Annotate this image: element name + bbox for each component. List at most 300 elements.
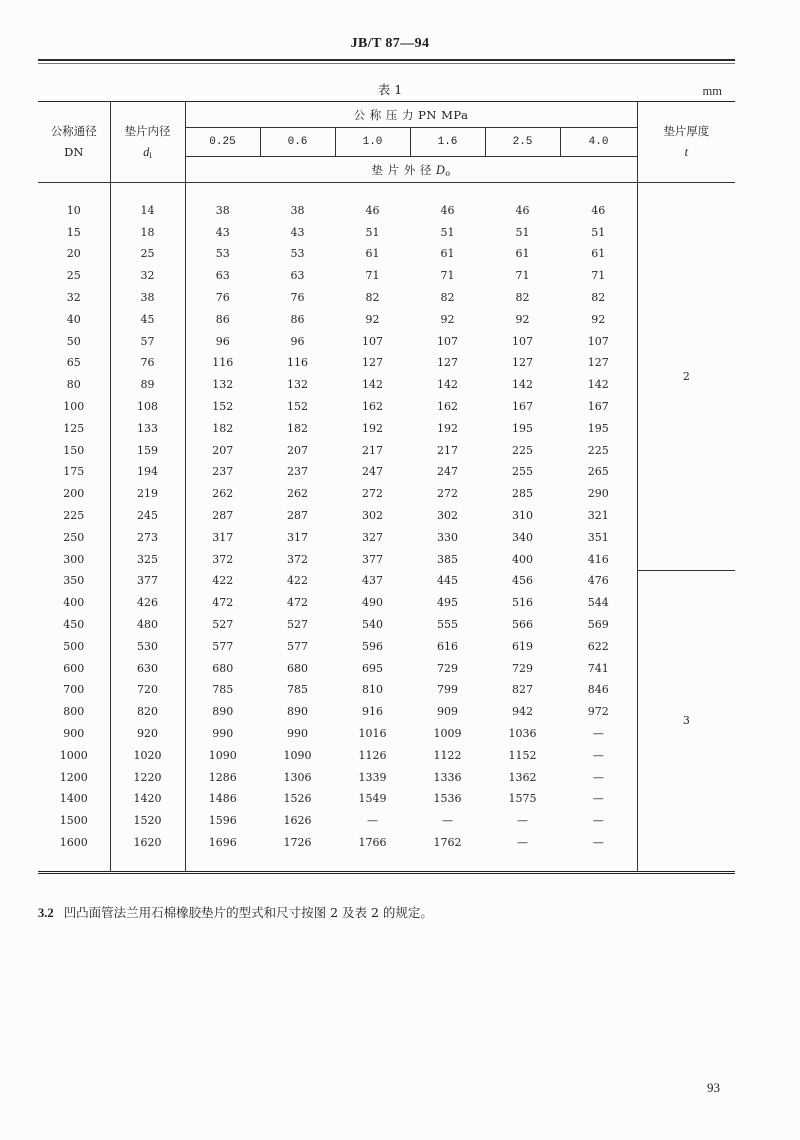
- outer-diameter-cell: 317: [287, 530, 308, 544]
- outer-diameter-cell: 1626: [283, 814, 312, 828]
- table-row: [38, 200, 735, 222]
- outer-diameter-cell: 46: [365, 203, 380, 217]
- dn-cell: 1600: [38, 832, 110, 854]
- table-row: [38, 265, 735, 287]
- table-row: [38, 658, 735, 680]
- thickness-cell: 3: [637, 571, 735, 873]
- header-row-pressure: [38, 102, 735, 128]
- outer-diameter-cell: 287: [212, 509, 234, 523]
- outer-diameter-cell: 1486: [208, 792, 237, 806]
- outer-diameter-cell: 92: [515, 312, 530, 326]
- outer-diameter-cell: 43: [215, 225, 230, 239]
- outer-diameter-cell: 116: [212, 356, 234, 370]
- dn-cell: 175: [38, 462, 110, 484]
- table-row: [38, 614, 735, 636]
- table-row: [38, 374, 735, 396]
- dn-cell: 300: [38, 549, 110, 571]
- outer-diameter-cell: 1766: [358, 836, 387, 849]
- outer-diameter-cell: 1596: [208, 814, 237, 828]
- table-row: [38, 549, 735, 571]
- outer-diameter-cell: 43: [290, 225, 305, 239]
- di-cell: 14: [110, 200, 185, 222]
- dn-cell: 900: [38, 723, 110, 745]
- table-row: [38, 745, 735, 767]
- dn-cell: 80: [38, 374, 110, 396]
- outer-diameter-cell: 351: [560, 527, 637, 549]
- outer-diameter-cell: 302: [437, 509, 458, 523]
- outer-diameter-cell: 53: [290, 247, 305, 261]
- pressure-4-0: 4.0: [560, 128, 637, 157]
- outer-diameter-cell: 116: [287, 356, 308, 370]
- table-row: [38, 767, 735, 789]
- outer-diameter-cell: 1036: [508, 727, 537, 741]
- outer-diameter-cell: 132: [212, 378, 234, 392]
- di-cell: 219: [110, 483, 185, 505]
- outer-diameter-cell: 340: [512, 530, 533, 544]
- outer-diameter-cell: 207: [287, 443, 308, 457]
- table-row: [38, 723, 735, 745]
- di-cell: 377: [110, 571, 185, 593]
- dn-cell: 32: [38, 287, 110, 309]
- page-number: 93: [707, 1080, 720, 1095]
- table-row: [38, 636, 735, 658]
- outer-diameter-cell: —: [560, 723, 637, 745]
- table-spacer-row: [38, 854, 735, 873]
- outer-diameter-cell: 577: [212, 639, 234, 653]
- outer-diameter-cell: 544: [560, 592, 637, 614]
- outer-diameter-cell: 527: [212, 618, 234, 632]
- table-row: [38, 505, 735, 527]
- dn-cell: 25: [38, 265, 110, 287]
- spacer-cell: [485, 854, 560, 873]
- outer-diameter-cell: 1286: [208, 770, 237, 784]
- outer-diameter-cell: 377: [362, 552, 383, 566]
- outer-diameter-cell: 1696: [208, 836, 237, 849]
- outer-diameter-cell: 619: [512, 639, 533, 653]
- outer-diameter-cell: 92: [365, 312, 380, 326]
- di-cell: 57: [110, 331, 185, 353]
- header-thickness: [637, 102, 735, 183]
- spacer-cell: [260, 183, 335, 201]
- outer-diameter-cell: 262: [287, 487, 308, 501]
- di-cell: 325: [110, 549, 185, 571]
- outer-diameter-cell: —: [517, 814, 528, 828]
- dn-cell: 1400: [38, 789, 110, 811]
- di-subscript: i: [149, 151, 152, 160]
- header-rule: [38, 59, 735, 64]
- outer-diameter-cell: 1762: [433, 836, 462, 849]
- outer-diameter-cell: 272: [362, 487, 383, 501]
- outer-diameter-cell: 162: [437, 400, 458, 414]
- header-dn-label: 公称通径: [50, 124, 97, 138]
- outer-diameter-cell: 127: [560, 353, 637, 375]
- di-cell: 720: [110, 680, 185, 702]
- outer-diameter-cell: 127: [437, 356, 458, 370]
- outer-diameter-cell: 472: [287, 596, 308, 610]
- outer-diameter-cell: —: [560, 832, 637, 854]
- spacer-cell: [560, 854, 637, 873]
- di-cell: 630: [110, 658, 185, 680]
- outer-diameter-cell: 82: [515, 291, 530, 305]
- outer-diameter-cell: 265: [560, 462, 637, 484]
- outer-diameter-cell: 96: [215, 334, 230, 348]
- outer-diameter-cell: 972: [560, 701, 637, 723]
- outer-diameter-cell: 916: [362, 705, 383, 719]
- thickness-cell: 2: [682, 369, 690, 383]
- outer-diameter-cell: 741: [560, 658, 637, 680]
- dn-cell: 1500: [38, 810, 110, 832]
- outer-diameter-cell: 107: [512, 334, 533, 348]
- outer-diameter-cell: 217: [437, 443, 458, 457]
- outer-diameter-cell: 1090: [208, 748, 237, 762]
- table-row: [38, 701, 735, 723]
- outer-diameter-cell: 385: [437, 552, 458, 566]
- outer-diameter-cell: 1575: [508, 792, 537, 806]
- outer-diameter-cell: 71: [515, 269, 530, 283]
- outer-diameter-cell: 827: [512, 683, 533, 697]
- outer-diameter-cell: 1526: [283, 792, 312, 806]
- dn-cell: 20: [38, 244, 110, 266]
- outer-diameter-cell: 422: [287, 574, 308, 588]
- outer-diameter-cell: 71: [440, 269, 455, 283]
- table-row: [38, 287, 735, 309]
- dn-cell: 50: [38, 331, 110, 353]
- outer-diameter-cell: 1016: [358, 727, 387, 741]
- outer-diameter-cell: 596: [362, 639, 383, 653]
- outer-diameter-cell: 61: [515, 247, 530, 261]
- table-row: [38, 396, 735, 418]
- outer-diameter-cell: 38: [290, 203, 305, 217]
- dn-cell: 600: [38, 658, 110, 680]
- outer-diameter-symbol: D: [436, 162, 446, 177]
- outer-diameter-cell: 46: [515, 203, 530, 217]
- spacer-cell: [260, 854, 335, 873]
- di-cell: 530: [110, 636, 185, 658]
- outer-diameter-cell: 287: [287, 509, 308, 523]
- outer-diameter-cell: 225: [560, 440, 637, 462]
- table-row: [38, 440, 735, 462]
- header-inner-diameter: [110, 102, 185, 183]
- di-symbol: d: [143, 145, 150, 159]
- spacer-cell: [110, 854, 185, 873]
- outer-diameter-cell: 195: [512, 421, 533, 435]
- dn-cell: 150: [38, 440, 110, 462]
- di-cell: 820: [110, 701, 185, 723]
- outer-diameter-cell: 82: [560, 287, 637, 309]
- dn-cell: 100: [38, 396, 110, 418]
- table-row: [38, 353, 735, 375]
- outer-diameter-cell: 1122: [433, 748, 462, 762]
- outer-diameter-cell: 1152: [508, 748, 537, 762]
- outer-diameter-cell: 71: [365, 269, 380, 283]
- table-row: [38, 680, 735, 702]
- table-row: [38, 418, 735, 440]
- dn-cell: 10: [38, 200, 110, 222]
- outer-diameter-cell: 107: [437, 334, 458, 348]
- outer-diameter-cell: 942: [512, 705, 533, 719]
- header-dn: [38, 102, 110, 183]
- outer-diameter-cell: 680: [287, 661, 308, 675]
- outer-diameter-cell: 990: [287, 727, 308, 741]
- outer-diameter-cell: —: [560, 745, 637, 767]
- outer-diameter-cell: 71: [560, 265, 637, 287]
- spacer-cell: [335, 183, 410, 201]
- table-caption: 表 1: [377, 82, 403, 97]
- header-thickness-symbol: [638, 142, 736, 163]
- outer-diameter-cell: 476: [560, 571, 637, 593]
- outer-diameter-cell: 437: [362, 574, 383, 588]
- outer-diameter-cell: 38: [215, 203, 230, 217]
- di-cell: 38: [110, 287, 185, 309]
- table-row: [38, 832, 735, 854]
- outer-diameter-cell: 456: [512, 574, 533, 588]
- table-row: [38, 222, 735, 244]
- outer-diameter-cell: 1126: [358, 748, 387, 762]
- outer-diameter-cell: 142: [560, 374, 637, 396]
- outer-diameter-cell: 272: [437, 487, 458, 501]
- clause-3-2: [38, 904, 718, 922]
- outer-diameter-cell: 53: [215, 247, 230, 261]
- outer-diameter-cell: 422: [212, 574, 234, 588]
- outer-diameter-cell: 290: [560, 483, 637, 505]
- di-cell: 1520: [110, 810, 185, 832]
- di-cell: 1620: [110, 832, 185, 854]
- outer-diameter-cell: 890: [212, 705, 234, 719]
- header-outer-diameter: [185, 157, 637, 183]
- di-cell: 108: [110, 396, 185, 418]
- dn-cell: 200: [38, 483, 110, 505]
- outer-diameter-cell: 416: [560, 549, 637, 571]
- outer-diameter-cell: 445: [437, 574, 458, 588]
- outer-diameter-cell: 46: [440, 203, 455, 217]
- outer-diameter-cell: 1339: [358, 770, 387, 784]
- outer-diameter-cell: 577: [287, 639, 308, 653]
- outer-diameter-cell: 51: [365, 225, 380, 239]
- outer-diameter-cell: 327: [362, 530, 383, 544]
- outer-diameter-cell: 400: [512, 552, 533, 566]
- outer-diameter-cell: 785: [212, 683, 234, 697]
- outer-diameter-cell: 61: [365, 247, 380, 261]
- outer-diameter-cell: 622: [560, 636, 637, 658]
- table-row: [38, 244, 735, 266]
- header-di-symbol: [111, 142, 185, 163]
- outer-diameter-cell: 142: [362, 378, 383, 392]
- outer-diameter-cell: 317: [212, 530, 234, 544]
- table-body: [38, 183, 735, 873]
- di-cell: 273: [110, 527, 185, 549]
- header-nominal-pressure: 公 称 压 力 PN MPa: [185, 102, 637, 128]
- dn-cell: 450: [38, 614, 110, 636]
- dn-cell: 1200: [38, 767, 110, 789]
- outer-diameter-cell: 86: [290, 312, 305, 326]
- outer-diameter-cell: 1362: [508, 770, 537, 784]
- outer-diameter-cell: 51: [440, 225, 455, 239]
- outer-diameter-cell: 262: [212, 487, 234, 501]
- outer-diameter-cell: 540: [362, 618, 383, 632]
- table-row: [38, 309, 735, 331]
- di-cell: 245: [110, 505, 185, 527]
- di-cell: 194: [110, 462, 185, 484]
- header-dn-symbol: DN: [64, 145, 84, 159]
- outer-diameter-cell: 192: [437, 421, 458, 435]
- outer-diameter-cell: 566: [512, 618, 533, 632]
- outer-diameter-cell: 82: [440, 291, 455, 305]
- outer-diameter-cell: 167: [560, 396, 637, 418]
- spacer-cell: [485, 183, 560, 201]
- header-di-label: 垫片内径: [124, 124, 171, 138]
- thickness-symbol: t: [684, 145, 688, 159]
- outer-diameter-cell: 372: [287, 552, 308, 566]
- di-cell: 76: [110, 353, 185, 375]
- outer-diameter-cell: 1090: [283, 748, 312, 762]
- dn-cell: 800: [38, 701, 110, 723]
- outer-diameter-subscript: o: [445, 168, 451, 178]
- outer-diameter-cell: 846: [560, 680, 637, 702]
- outer-diameter-cell: 527: [287, 618, 308, 632]
- clause-number: 3.2: [38, 906, 54, 920]
- outer-diameter-cell: 46: [560, 200, 637, 222]
- outer-diameter-cell: 569: [560, 614, 637, 636]
- outer-diameter-cell: —: [560, 767, 637, 789]
- outer-diameter-cell: 799: [437, 683, 458, 697]
- outer-diameter-cell: 132: [287, 378, 308, 392]
- table-unit: mm: [702, 84, 722, 98]
- outer-diameter-cell: 472: [212, 596, 234, 610]
- outer-diameter-cell: 495: [437, 596, 458, 610]
- outer-diameter-cell: 909: [437, 705, 458, 719]
- gasket-dimension-table: [38, 101, 735, 874]
- outer-diameter-cell: 51: [560, 222, 637, 244]
- outer-diameter-cell: 1549: [358, 792, 387, 806]
- spacer-cell: [335, 854, 410, 873]
- outer-diameter-cell: 86: [215, 312, 230, 326]
- outer-diameter-cell: 217: [362, 443, 383, 457]
- outer-diameter-cell: 63: [215, 269, 230, 283]
- outer-diameter-cell: 182: [287, 421, 308, 435]
- outer-diameter-cell: 321: [560, 505, 637, 527]
- table-row: [38, 571, 735, 593]
- outer-diameter-cell: 1306: [283, 770, 312, 784]
- outer-diameter-cell: —: [560, 810, 637, 832]
- outer-diameter-cell: 247: [437, 465, 458, 479]
- outer-diameter-cell: 61: [560, 244, 637, 266]
- di-cell: 133: [110, 418, 185, 440]
- outer-diameter-cell: 107: [560, 331, 637, 353]
- di-cell: 89: [110, 374, 185, 396]
- outer-diameter-cell: 92: [440, 312, 455, 326]
- table-row: [38, 810, 735, 832]
- standard-code-header: JB/T 87—94: [350, 36, 430, 51]
- outer-diameter-cell: 92: [560, 309, 637, 331]
- outer-diameter-cell: 192: [362, 421, 383, 435]
- outer-diameter-cell: —: [367, 814, 378, 828]
- outer-diameter-cell: 127: [512, 356, 533, 370]
- dn-cell: 700: [38, 680, 110, 702]
- dn-cell: 15: [38, 222, 110, 244]
- outer-diameter-cell: 63: [290, 269, 305, 283]
- outer-diameter-cell: —: [517, 836, 528, 849]
- outer-diameter-cell: 61: [440, 247, 455, 261]
- outer-diameter-cell: 142: [512, 378, 533, 392]
- spacer-cell: [185, 854, 260, 873]
- outer-diameter-cell: 729: [512, 661, 533, 675]
- table-head: [38, 102, 735, 183]
- dn-cell: 500: [38, 636, 110, 658]
- dn-cell: 400: [38, 592, 110, 614]
- spacer-cell: [110, 183, 185, 201]
- outer-diameter-cell: 1536: [433, 792, 462, 806]
- spacer-cell: [38, 854, 110, 873]
- outer-diameter-cell: 990: [212, 727, 234, 741]
- di-cell: 426: [110, 592, 185, 614]
- outer-diameter-cell: 182: [212, 421, 234, 435]
- outer-diameter-cell: 255: [512, 465, 533, 479]
- dn-cell: 125: [38, 418, 110, 440]
- clause-text: 凹凸面管法兰用石棉橡胶垫片的型式和尺寸按图 2 及表 2 的规定。: [63, 905, 433, 920]
- outer-diameter-cell: 107: [362, 334, 383, 348]
- outer-diameter-cell: 167: [512, 400, 533, 414]
- outer-diameter-cell: 76: [290, 291, 305, 305]
- di-cell: 18: [110, 222, 185, 244]
- dn-cell: 350: [38, 571, 110, 593]
- outer-diameter-cell: 490: [362, 596, 383, 610]
- outer-diameter-cell: 142: [437, 378, 458, 392]
- dn-cell: 225: [38, 505, 110, 527]
- di-cell: 1220: [110, 767, 185, 789]
- outer-diameter-cell: 225: [512, 443, 533, 457]
- outer-diameter-cell: 890: [287, 705, 308, 719]
- table-row: [38, 483, 735, 505]
- pressure-1-6: 1.6: [410, 128, 485, 157]
- outer-diameter-cell: 310: [512, 509, 533, 523]
- dn-cell: 40: [38, 309, 110, 331]
- outer-diameter-cell: 96: [290, 334, 305, 348]
- outer-diameter-cell: 237: [287, 465, 308, 479]
- outer-diameter-cell: 247: [362, 465, 383, 479]
- outer-diameter-cell: 195: [560, 418, 637, 440]
- outer-diameter-cell: 810: [362, 683, 383, 697]
- table-row: [38, 331, 735, 353]
- outer-diameter-cell: 162: [362, 400, 383, 414]
- outer-diameter-cell: 285: [512, 487, 533, 501]
- outer-diameter-cell: 302: [362, 509, 383, 523]
- outer-diameter-cell: 695: [362, 661, 383, 675]
- header-thickness-label: 垫片厚度: [663, 124, 710, 138]
- spacer-cell: [410, 854, 485, 873]
- di-cell: 1020: [110, 745, 185, 767]
- outer-diameter-cell: 51: [515, 225, 530, 239]
- outer-diameter-cell: 237: [212, 465, 234, 479]
- outer-diameter-cell: 76: [215, 291, 230, 305]
- outer-diameter-cell: 616: [437, 639, 458, 653]
- spacer-cell: [38, 183, 110, 201]
- pressure-1-0: 1.0: [335, 128, 410, 157]
- dn-cell: 250: [38, 527, 110, 549]
- table-row: [38, 462, 735, 484]
- outer-diameter-cell: 729: [437, 661, 458, 675]
- table-row: [38, 789, 735, 811]
- outer-diameter-cell: 82: [365, 291, 380, 305]
- di-cell: 480: [110, 614, 185, 636]
- pressure-0-6: 0.6: [260, 128, 335, 157]
- outer-diameter-cell: 555: [437, 618, 458, 632]
- spacer-cell: [185, 183, 260, 201]
- table-spacer-row: [38, 183, 735, 201]
- outer-diameter-cell: 372: [212, 552, 234, 566]
- pressure-0-25: 0.25: [185, 128, 260, 157]
- dn-cell: 1000: [38, 745, 110, 767]
- table-row: [38, 592, 735, 614]
